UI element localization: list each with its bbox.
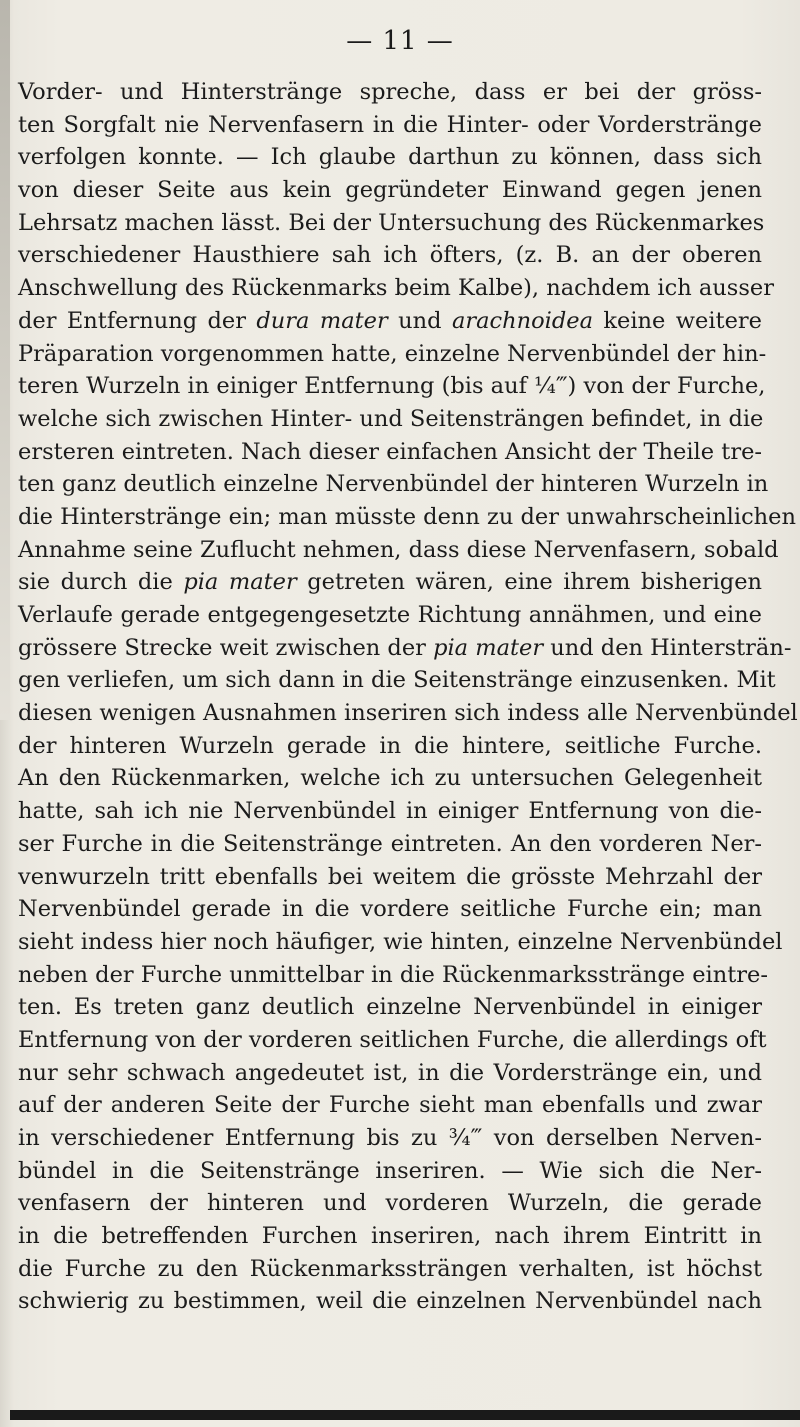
text-run: Anschwellung des Rückenmarks beim Kalbe), nachdem ich ausser — [18, 275, 774, 302]
text-run: und — [387, 307, 452, 334]
text-run: nur sehr schwach angedeutet ist, in die Vorderstränge ein, und — [18, 1059, 762, 1086]
text-run: welche sich zwischen Hinter- und Seitensträngen befindet, in die — [18, 405, 764, 432]
page-number: — 11 — — [346, 26, 454, 56]
text-run: verschiedener Hausthiere sah ich öfters, (z. B. an der oberen — [18, 242, 762, 269]
text-run: und den Hintersträn- — [543, 634, 792, 661]
text-line — [18, 1024, 767, 1057]
text-line — [18, 893, 762, 926]
text-line — [18, 599, 762, 632]
text-line — [18, 272, 774, 305]
text-run: hatte, sah ich nie Nervenbündel in einiger Entfernung von die- — [18, 798, 762, 825]
text-run: von dieser Seite aus kein gegründeter Einwand gegen jenen — [18, 177, 762, 204]
text-line — [18, 762, 762, 795]
text-line — [18, 141, 762, 174]
text-run: Annahme seine Zuflucht nehmen, dass diese Nervenfasern, sobald — [18, 536, 779, 563]
text-run: Entfernung von der vorderen seitlichen Furche, die allerdings oft — [18, 1026, 767, 1053]
text-line — [18, 861, 762, 894]
text-line — [18, 632, 792, 665]
text-line — [18, 1122, 762, 1155]
text-run: der hinteren Wurzeln gerade in die hintere, seitliche Furche. — [18, 732, 762, 759]
text-line — [18, 1057, 762, 1090]
text-line — [18, 207, 765, 240]
text-line — [18, 1220, 762, 1253]
text-run: sieht indess hier noch häufiger, wie hinten, einzelne Nervenbündel — [18, 928, 783, 955]
text-line — [18, 991, 762, 1024]
text-run: Verlaufe gerade entgegengesetzte Richtung annähmen, und eine — [18, 602, 762, 628]
text-run: sie durch die — [18, 569, 184, 596]
text-line — [18, 239, 762, 272]
text-run: gen verliefen, um sich dann in die Seitenstränge einzusenken. Mit — [18, 667, 776, 694]
text-run: Vorder- und Hinterstränge spreche, dass er bei der gröss- — [18, 79, 762, 105]
text-run: venwurzeln tritt ebenfalls bei weitem die grösste Mehrzahl der — [18, 863, 762, 890]
text-run: ersteren eintreten. Nach dieser einfachen Ansicht der Theile tre- — [18, 438, 762, 465]
text-run: teren Wurzeln in einiger Entfernung (bis auf ¼‴) von der Furche, — [18, 373, 766, 400]
text-line — [18, 1285, 762, 1318]
text-line — [18, 1187, 762, 1220]
text-line — [18, 534, 779, 567]
italic-term: pia mater — [433, 634, 544, 661]
text-run: die Hinterstränge ein; man müsste denn zu der unwahrscheinlichen — [18, 503, 796, 530]
text-line — [18, 959, 768, 992]
text-run: venfasern der hinteren und vorderen Wurzeln, die gerade — [18, 1190, 762, 1217]
text-line — [18, 76, 762, 109]
text-run: keine weitere — [593, 307, 762, 334]
text-line — [18, 828, 762, 861]
text-run: der Entfernung der — [18, 307, 257, 334]
text-line — [18, 1253, 762, 1286]
text-run: Präparation vorgenommen hatte, einzelne Nervenbündel der hin- — [18, 340, 767, 367]
text-run: die Furche zu den Rückenmarkssträngen verhalten, ist höchst — [18, 1255, 762, 1282]
text-run: Lehrsatz machen lässt. Bei der Untersuchung des Rückenmarkes — [18, 209, 765, 236]
text-line — [18, 174, 762, 207]
binding-shadow — [0, 0, 10, 720]
text-run: grössere Strecke weit zwischen der — [18, 634, 434, 661]
italic-term: dura mater — [256, 307, 388, 334]
text-run: ser Furche in die Seitenstränge eintreten. An den vorderen Ner- — [18, 830, 762, 857]
text-run: getreten wären, eine ihrem bisherigen — [296, 569, 763, 596]
text-run: Nervenbündel gerade in die vordere seitliche Furche ein; man — [18, 896, 762, 923]
text-run: neben der Furche unmittelbar in die Rückenmarksstränge eintre- — [18, 961, 768, 988]
text-line — [18, 664, 776, 697]
text-line — [18, 436, 762, 469]
text-run: auf der anderen Seite der Furche sieht man ebenfalls und zwar — [18, 1092, 762, 1119]
text-line — [18, 468, 769, 501]
text-line — [18, 795, 762, 828]
text-run: diesen wenigen Ausnahmen inseriren sich indess alle Nervenbündel — [18, 700, 798, 727]
text-line — [18, 1155, 762, 1188]
text-line — [18, 338, 767, 371]
text-line — [18, 926, 783, 959]
text-line — [18, 566, 762, 599]
text-run: schwierig zu bestimmen, weil die einzelnen Nervenbündel nach — [18, 1288, 762, 1315]
text-run: An den Rückenmarken, welche ich zu untersuchen Gelegenheit — [18, 765, 762, 792]
text-line — [18, 370, 766, 403]
text-line — [18, 697, 798, 730]
italic-term: pia mater — [183, 569, 297, 596]
text-line — [18, 403, 762, 436]
italic-term: arachnoidea — [451, 307, 593, 334]
body-text — [18, 76, 798, 1318]
text-line — [18, 730, 762, 763]
text-run: ten Sorgfalt nie Nervenfasern in die Hinter- oder Vorderstränge — [18, 111, 762, 138]
text-run: in die betreffenden Furchen inseriren, nach ihrem Eintritt in — [18, 1223, 762, 1250]
text-run: in verschiedener Entfernung bis zu ¾‴ von derselben Nerven- — [18, 1125, 762, 1151]
text-line — [18, 109, 762, 142]
text-line — [18, 1089, 762, 1122]
text-run: ten ganz deutlich einzelne Nervenbündel der hinteren Wurzeln in — [18, 471, 769, 498]
text-run: verfolgen konnte. — Ich glaube darthun zu können, dass sich — [18, 144, 762, 171]
bottom-edge-bar — [10, 1410, 800, 1420]
text-line — [18, 501, 796, 534]
text-line — [18, 305, 762, 338]
text-run: bündel in die Seitenstränge inseriren. — Wie sich die Ner- — [18, 1157, 762, 1184]
text-run: ten. Es treten ganz deutlich einzelne Nervenbündel in einiger — [18, 994, 762, 1021]
